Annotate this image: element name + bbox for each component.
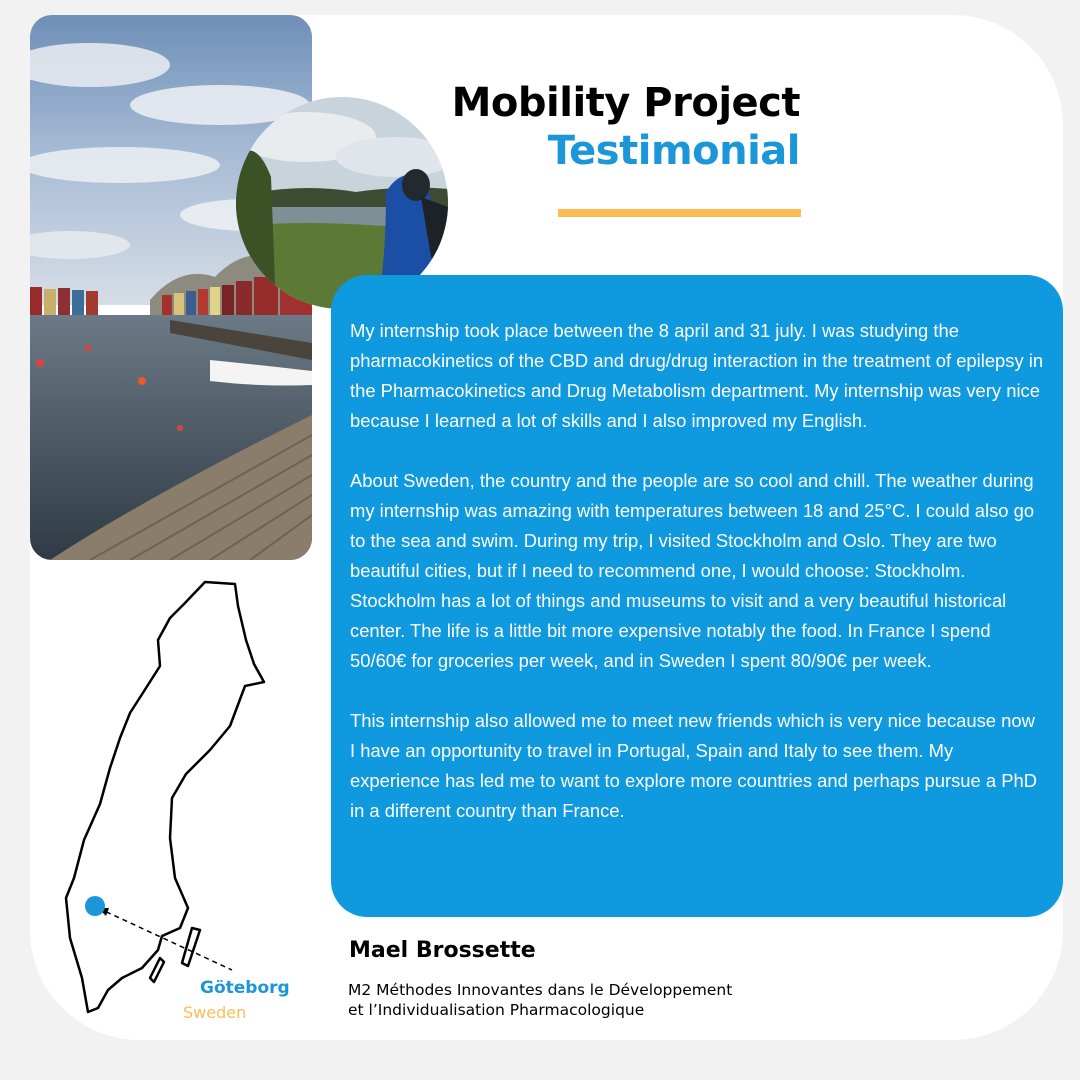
city-marker-dot — [85, 896, 105, 916]
author-program — [348, 980, 732, 1020]
title-line-1: Mobility Project — [451, 80, 800, 126]
title-line-2: Testimonial — [547, 128, 800, 174]
testimonial-paragraph: My internship took place between the 8 april and 31 july. I was studying the pharmacokinetics of the CBD and drug/drug interaction in the treatment of epilepsy in the Pharmacokinetics and Drug Metabolism department. My internship was very nice because I learned a lot of skills and I also improved my English. — [350, 320, 1044, 431]
program-line-1: M2 Méthodes Innovantes dans le Développement — [348, 981, 733, 999]
testimonial-paragraph: This internship also allowed me to meet new friends which is very nice because now I have an opportunity to travel in Portugal, Spain and Italy to see them. My experience has led me to want to explore more countries and perhaps pursue a PhD in a different country than France. — [350, 710, 1037, 821]
testimonial-paragraph: About Sweden, the country and the people are so cool and chill. The weather during my internship was amazing with temperatures between 18 and 25°C. I could also go to the sea and swim. During my trip, I visited Stockholm and Oslo. They are two beautiful cities, but if I need to recommend one, I would choose: Stockholm. Stockholm has a lot of things and museums to visit and a very beautiful historical center. The life is a little bit more expensive notably the food. In France I spend 50/60€ for groceries per week, and in Sweden I spent 80/90€ per week. — [350, 470, 1035, 671]
country-label: Sweden — [183, 1003, 247, 1022]
program-line-2: et l’Individualisation Pharmacologique — [348, 1001, 645, 1019]
testimonial-box — [331, 275, 1063, 917]
sweden-map-outline — [60, 578, 290, 1018]
harbor-photo — [30, 15, 312, 560]
author-name: Mael Brossette — [349, 938, 536, 963]
title-underline — [558, 209, 801, 217]
city-label: Göteborg — [200, 978, 290, 998]
